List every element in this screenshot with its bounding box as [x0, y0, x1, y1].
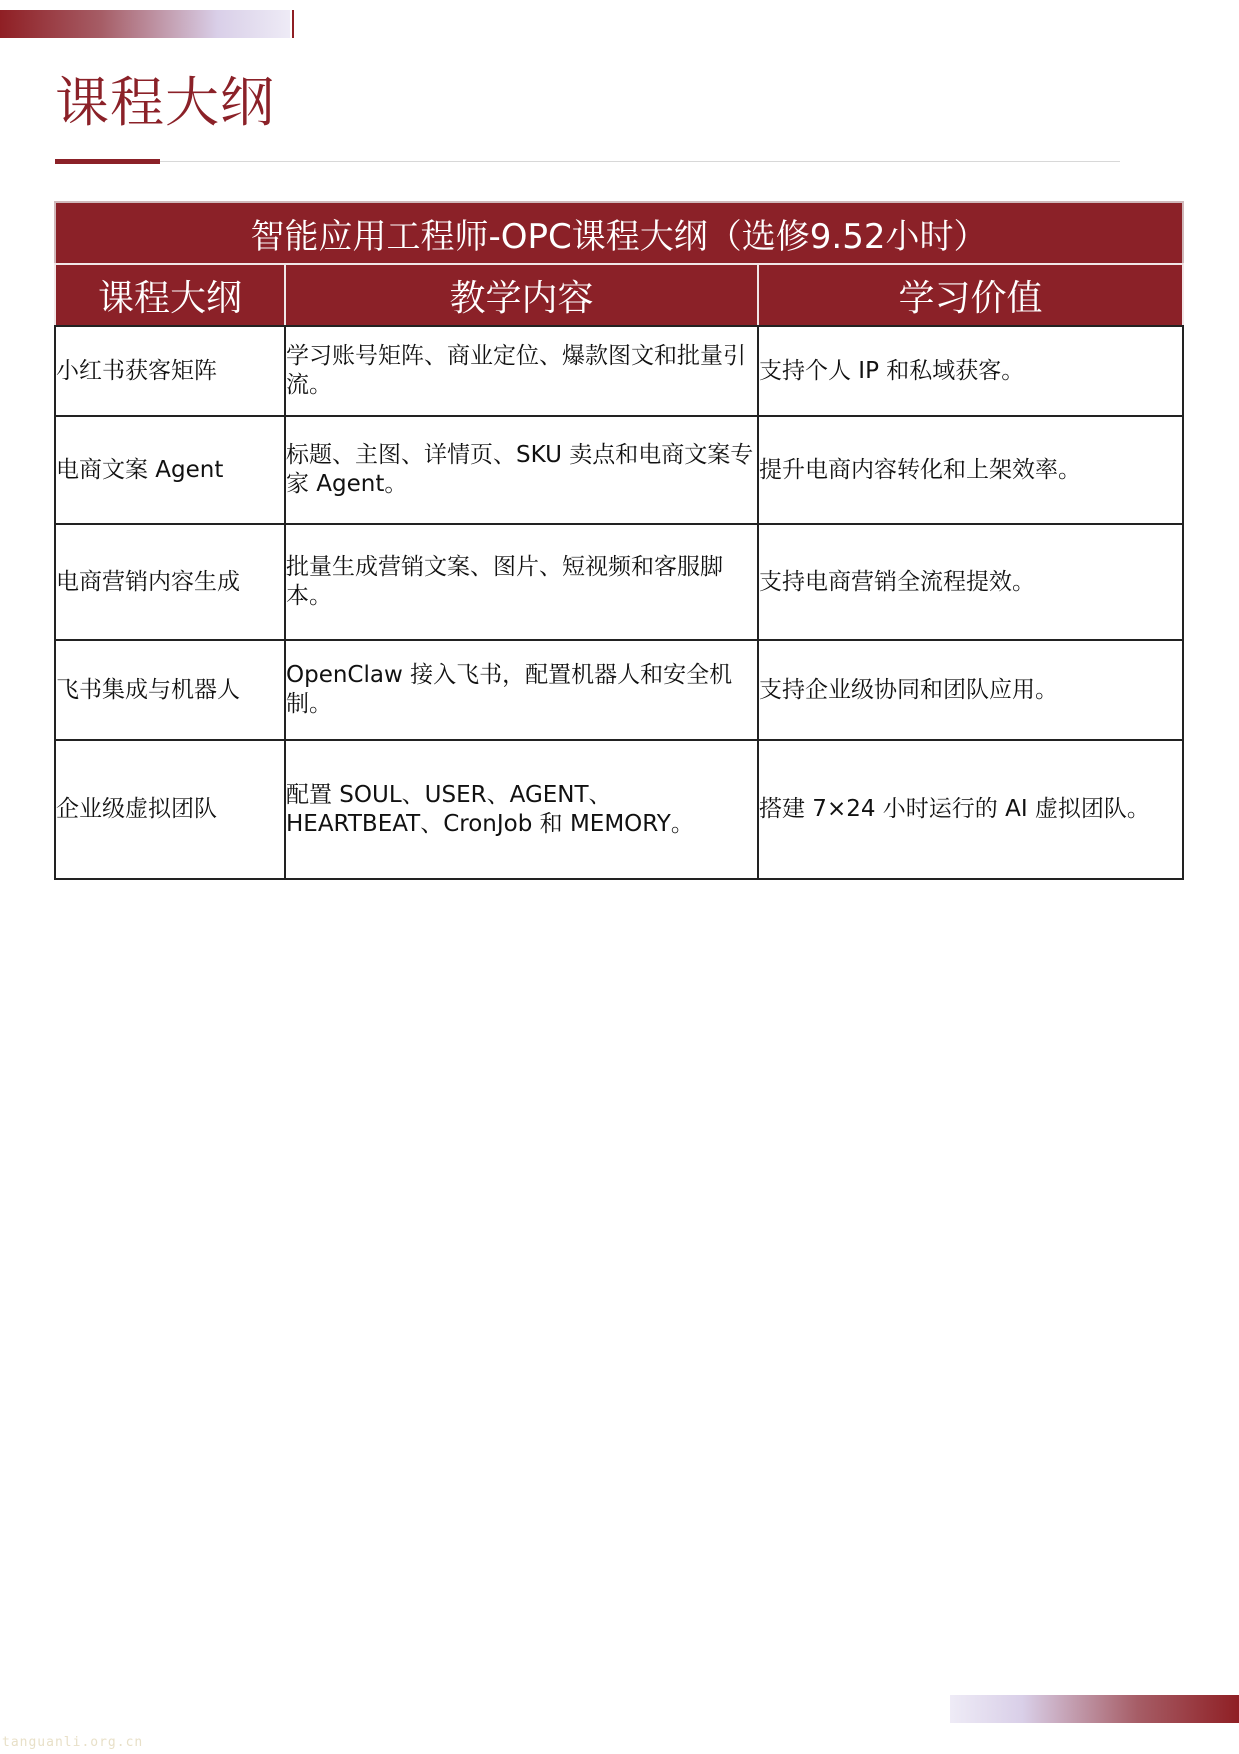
module-cell — [55, 640, 285, 740]
value-text: 提升电商内容转化和上架效率。 — [759, 456, 1081, 483]
table-title: 智能应用工程师-OPC课程大纲（选修9.52小时） — [55, 202, 1183, 264]
page-title: 课程大纲 — [55, 71, 275, 134]
content-cell — [285, 326, 758, 416]
table-row — [55, 326, 1183, 416]
table-row — [55, 740, 1183, 879]
content-cell — [285, 416, 758, 524]
value-text: 搭建 7×24 小时运行的 AI 虚拟团队。 — [759, 796, 1150, 822]
content-text: 配置 SOUL、USER、AGENT、HEARTBEAT、CronJob 和 MEMORY。 — [286, 781, 694, 837]
module-cell — [55, 416, 285, 524]
module-text: 飞书集成与机器人 — [56, 676, 240, 703]
value-text: 支持企业级协同和团队应用。 — [759, 676, 1058, 703]
value-cell — [758, 640, 1183, 740]
title-divider — [55, 161, 1120, 162]
module-cell — [55, 740, 285, 879]
table-row — [55, 416, 1183, 524]
module-text: 电商文案 Agent — [56, 456, 224, 483]
value-cell — [758, 326, 1183, 416]
column-header-module: 课程大纲 — [55, 264, 285, 326]
module-cell — [55, 326, 285, 416]
top-decorative-tick — [292, 10, 294, 38]
content-text: 学习账号矩阵、商业定位、爆款图文和批量引流。 — [286, 343, 746, 398]
table-header-row — [55, 264, 1183, 326]
module-text: 企业级虚拟团队 — [56, 796, 217, 822]
column-header-value: 学习价值 — [758, 264, 1183, 326]
table-row — [55, 640, 1183, 740]
value-cell — [758, 740, 1183, 879]
module-cell — [55, 524, 285, 640]
module-text: 小红书获客矩阵 — [56, 357, 217, 384]
table-row — [55, 524, 1183, 640]
content-cell — [285, 640, 758, 740]
top-decorative-bar — [0, 10, 290, 38]
title-divider-accent — [55, 159, 160, 164]
table-title-row — [55, 202, 1183, 264]
column-header-content: 教学内容 — [285, 264, 758, 326]
value-text: 支持个人 IP 和私域获客。 — [759, 357, 1025, 384]
content-text: 批量生成营销文案、图片、短视频和客服脚本。 — [286, 554, 723, 609]
content-text: 标题、主图、详情页、SKU 卖点和电商文案专家 Agent。 — [286, 442, 754, 497]
value-text: 支持电商营销全流程提效。 — [759, 568, 1035, 595]
watermark: tanguanli.org.cn — [2, 1735, 144, 1750]
course-outline-table — [54, 201, 1184, 880]
content-cell — [285, 524, 758, 640]
bottom-decorative-bar — [950, 1695, 1239, 1723]
value-cell — [758, 416, 1183, 524]
content-cell — [285, 740, 758, 879]
content-text: OpenClaw 接入飞书，配置机器人和安全机制。 — [286, 662, 733, 717]
module-text: 电商营销内容生成 — [56, 568, 240, 595]
value-cell — [758, 524, 1183, 640]
